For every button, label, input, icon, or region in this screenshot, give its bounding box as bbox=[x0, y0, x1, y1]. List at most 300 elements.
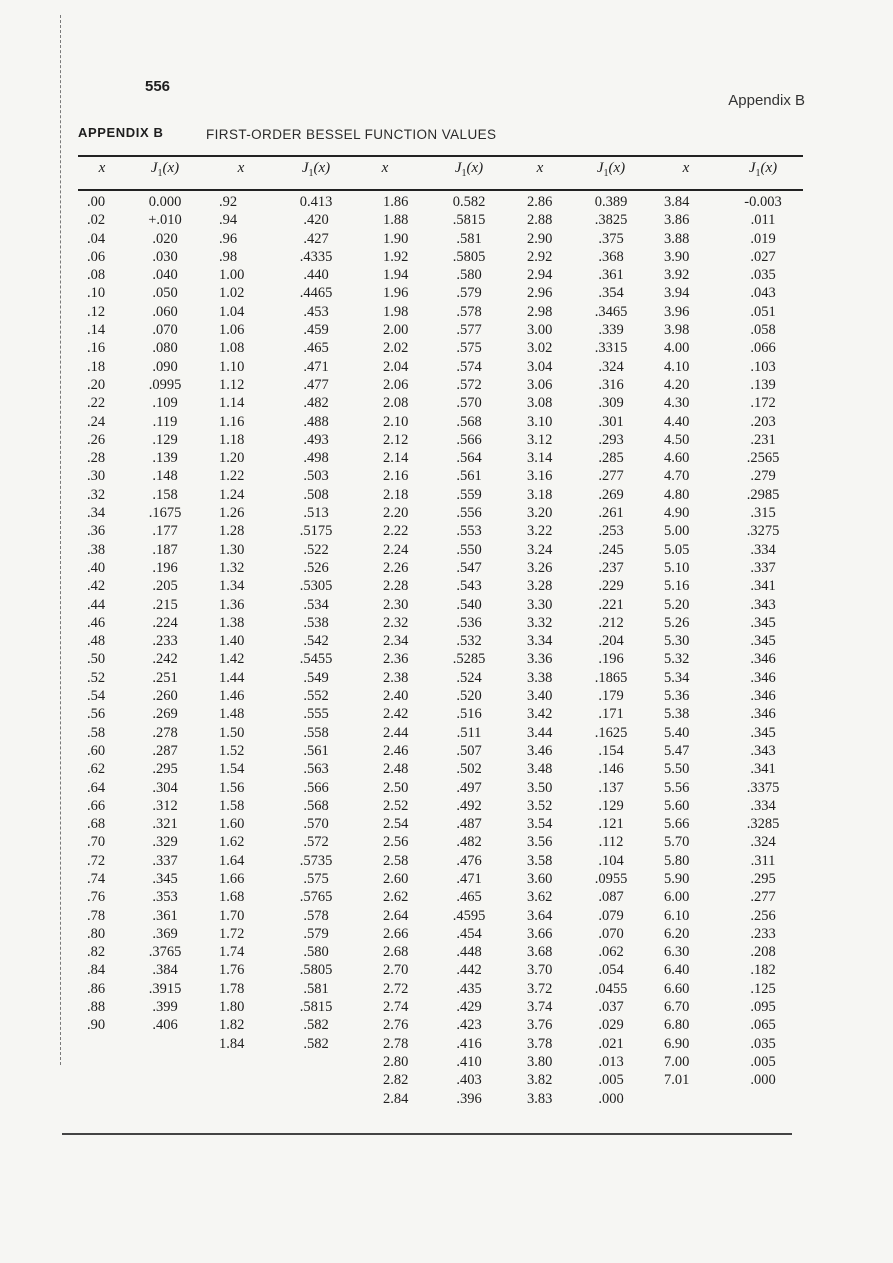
x-value-cell: 5.60 bbox=[664, 797, 690, 814]
x-value-cell: 1.36 bbox=[219, 596, 245, 613]
x-value-cell: 1.16 bbox=[219, 413, 245, 430]
x-value-cell: 3.30 bbox=[527, 596, 553, 613]
x-value-cell: .12 bbox=[87, 303, 106, 320]
x-value-cell: 1.84 bbox=[219, 1035, 245, 1052]
x-value-cell: 1.24 bbox=[219, 486, 245, 503]
j1-value-cell: .171 bbox=[598, 706, 624, 723]
x-value-cell: 3.04 bbox=[527, 358, 553, 375]
j1-value-cell: .3765 bbox=[148, 944, 182, 961]
j1-value-cell: .054 bbox=[598, 962, 624, 979]
x-value-cell: 1.72 bbox=[219, 925, 245, 942]
x-value-cell: 3.86 bbox=[664, 212, 690, 229]
x-value-cell: .16 bbox=[87, 340, 106, 357]
j1-value-cell: .146 bbox=[598, 761, 624, 778]
j1-value-cell: .109 bbox=[152, 395, 178, 412]
x-value-cell: 3.64 bbox=[527, 907, 553, 924]
x-value-cell: 1.18 bbox=[219, 431, 245, 448]
x-value-cell: 1.06 bbox=[219, 322, 245, 339]
j1-value-cell: .050 bbox=[152, 285, 178, 302]
x-value-cell: 2.90 bbox=[527, 230, 553, 247]
x-value-cell: 4.40 bbox=[664, 413, 690, 430]
j1-value-cell: .578 bbox=[456, 303, 482, 320]
j1-value-cell: .060 bbox=[152, 303, 178, 320]
x-value-cell: 4.50 bbox=[664, 431, 690, 448]
j1-value-cell: .549 bbox=[303, 669, 329, 686]
x-value-cell: 2.22 bbox=[383, 523, 409, 540]
x-value-cell: 5.30 bbox=[664, 633, 690, 650]
j1-value-cell: .087 bbox=[598, 889, 624, 906]
x-value-cell: .48 bbox=[87, 633, 106, 650]
j1-value-cell: .287 bbox=[152, 742, 178, 759]
j1-value-cell: 0.413 bbox=[299, 194, 333, 210]
j1-value-cell: .005 bbox=[598, 1072, 624, 1089]
j1-value-cell: .070 bbox=[598, 925, 624, 942]
j1-value-cell: .079 bbox=[598, 907, 624, 924]
j1-value-cell: .119 bbox=[152, 413, 178, 430]
j1-value-cell: .196 bbox=[152, 559, 178, 576]
x-value-cell: 3.58 bbox=[527, 852, 553, 869]
j1-value-cell: .406 bbox=[152, 1017, 178, 1034]
j1-value-cell: .179 bbox=[598, 688, 624, 705]
x-value-cell: 1.38 bbox=[219, 614, 245, 631]
j1-value-cell: .498 bbox=[303, 450, 329, 467]
x-value-cell: 2.50 bbox=[383, 779, 409, 796]
x-column-5 bbox=[664, 193, 689, 1090]
j1-value-cell: .5765 bbox=[299, 889, 333, 906]
j1-value-cell: .037 bbox=[598, 999, 624, 1016]
j1-value-cell: .324 bbox=[750, 834, 776, 851]
j1-value-cell: .369 bbox=[152, 925, 178, 942]
j1-value-cell: .482 bbox=[303, 395, 329, 412]
x-value-cell: 2.70 bbox=[383, 962, 409, 979]
j1-value-cell: .465 bbox=[303, 340, 329, 357]
x-value-cell: 3.36 bbox=[527, 651, 553, 668]
header-j1-2: $J_1(x)$ bbox=[301, 160, 331, 179]
j1-value-cell: .476 bbox=[456, 852, 482, 869]
x-value-cell: 3.10 bbox=[527, 413, 553, 430]
j1-value-cell: .337 bbox=[152, 852, 178, 869]
j1-value-cell: .493 bbox=[303, 431, 329, 448]
header-x-3: x bbox=[381, 160, 389, 176]
x-value-cell: 2.18 bbox=[383, 486, 409, 503]
x-value-cell: .28 bbox=[87, 450, 106, 467]
j1-value-cell: .3315 bbox=[594, 340, 628, 357]
x-value-cell: 6.40 bbox=[664, 962, 690, 979]
x-value-cell: 1.54 bbox=[219, 761, 245, 778]
x-value-cell: .68 bbox=[87, 816, 106, 833]
j1-value-cell: .043 bbox=[750, 285, 776, 302]
j1-value-cell: .4595 bbox=[452, 907, 486, 924]
j1-value-cell: .233 bbox=[750, 925, 776, 942]
j1-value-cell: .251 bbox=[152, 669, 178, 686]
j1-value-cell: .561 bbox=[303, 742, 329, 759]
j1-value-cell: .021 bbox=[598, 1035, 624, 1052]
x-value-cell: .58 bbox=[87, 724, 106, 741]
j1-value-cell: .396 bbox=[456, 1090, 482, 1107]
j1-value-cell: .337 bbox=[750, 559, 776, 576]
x-value-cell: 2.24 bbox=[383, 541, 409, 558]
x-value-cell: .22 bbox=[87, 395, 106, 412]
x-value-cell: .42 bbox=[87, 578, 106, 595]
x-value-cell: 1.10 bbox=[219, 358, 245, 375]
x-value-cell: 2.40 bbox=[383, 688, 409, 705]
x-value-cell: .02 bbox=[87, 212, 106, 229]
j1-value-cell: .5305 bbox=[299, 578, 333, 595]
header-x-1: x bbox=[98, 160, 106, 176]
j1-value-cell: .035 bbox=[750, 267, 776, 284]
x-value-cell: 1.88 bbox=[383, 212, 409, 229]
j1-value-cell: .563 bbox=[303, 761, 329, 778]
x-value-cell: 2.30 bbox=[383, 596, 409, 613]
j1-value-cell: .035 bbox=[750, 1035, 776, 1052]
j1-value-cell: .570 bbox=[456, 395, 482, 412]
j1-value-cell: .278 bbox=[152, 724, 178, 741]
j1-value-cell: .315 bbox=[750, 505, 776, 522]
x-value-cell: 3.82 bbox=[527, 1072, 553, 1089]
j1-value-cell: .261 bbox=[598, 505, 624, 522]
j1-value-cell: .553 bbox=[456, 523, 482, 540]
x-value-cell: .14 bbox=[87, 322, 106, 339]
x-value-cell: 3.14 bbox=[527, 450, 553, 467]
j1-value-cell: .482 bbox=[456, 834, 482, 851]
x-value-cell: 2.78 bbox=[383, 1035, 409, 1052]
j1-value-cell: .513 bbox=[303, 505, 329, 522]
x-value-cell: 3.80 bbox=[527, 1053, 553, 1070]
j1-value-cell: .507 bbox=[456, 742, 482, 759]
j1-value-cell: .158 bbox=[152, 486, 178, 503]
j1-value-cell: .543 bbox=[456, 578, 482, 595]
x-value-cell: 5.32 bbox=[664, 651, 690, 668]
x-value-cell: 1.82 bbox=[219, 1017, 245, 1034]
x-value-cell: 2.48 bbox=[383, 761, 409, 778]
j1-value-cell: .253 bbox=[598, 523, 624, 540]
x-value-cell: 1.44 bbox=[219, 669, 245, 686]
j1-value-cell: .579 bbox=[456, 285, 482, 302]
j1-value-cell: .221 bbox=[598, 596, 624, 613]
j1-value-cell: .324 bbox=[598, 358, 624, 375]
x-value-cell: 3.44 bbox=[527, 724, 553, 741]
x-value-cell: 3.42 bbox=[527, 706, 553, 723]
x-value-cell: 5.40 bbox=[664, 724, 690, 741]
j1-value-cell: .568 bbox=[303, 797, 329, 814]
running-head: Appendix B bbox=[728, 92, 805, 109]
j1-value-cell: .334 bbox=[750, 797, 776, 814]
x-value-cell: 2.62 bbox=[383, 889, 409, 906]
x-value-cell: 2.38 bbox=[383, 669, 409, 686]
j1-value-cell: .027 bbox=[750, 248, 776, 265]
j1-value-cell: .423 bbox=[456, 1017, 482, 1034]
x-value-cell: 3.38 bbox=[527, 669, 553, 686]
x-value-cell: 1.42 bbox=[219, 651, 245, 668]
j1-value-cell: .1675 bbox=[148, 505, 182, 522]
j1-column-4 bbox=[566, 193, 656, 1108]
j1-value-cell: .0455 bbox=[594, 980, 628, 997]
j1-value-cell: .575 bbox=[456, 340, 482, 357]
x-value-cell: 4.00 bbox=[664, 340, 690, 357]
j1-value-cell: .564 bbox=[456, 450, 482, 467]
j1-value-cell: .559 bbox=[456, 486, 482, 503]
j1-value-cell: .316 bbox=[598, 376, 624, 393]
x-value-cell: 3.88 bbox=[664, 230, 690, 247]
x-value-cell: 2.16 bbox=[383, 468, 409, 485]
x-value-cell: 3.96 bbox=[664, 303, 690, 320]
x-value-cell: .18 bbox=[87, 358, 106, 375]
j1-value-cell: .029 bbox=[598, 1017, 624, 1034]
j1-value-cell: .578 bbox=[303, 907, 329, 924]
x-value-cell: 1.66 bbox=[219, 870, 245, 887]
x-value-cell: 3.66 bbox=[527, 925, 553, 942]
x-value-cell: .96 bbox=[219, 230, 238, 247]
x-value-cell: 5.50 bbox=[664, 761, 690, 778]
j1-value-cell: .547 bbox=[456, 559, 482, 576]
x-value-cell: 3.46 bbox=[527, 742, 553, 759]
j1-value-cell: .0955 bbox=[594, 870, 628, 887]
x-value-cell: .04 bbox=[87, 230, 106, 247]
j1-value-cell: .570 bbox=[303, 816, 329, 833]
x-value-cell: 2.54 bbox=[383, 816, 409, 833]
x-value-cell: 3.40 bbox=[527, 688, 553, 705]
x-value-cell: 2.42 bbox=[383, 706, 409, 723]
j1-value-cell: .312 bbox=[152, 797, 178, 814]
j1-value-cell: .062 bbox=[598, 944, 624, 961]
table-bottom-rule bbox=[62, 1133, 792, 1135]
x-value-cell: 3.00 bbox=[527, 322, 553, 339]
j1-value-cell: .5175 bbox=[299, 523, 333, 540]
j1-value-cell: .435 bbox=[456, 980, 482, 997]
j1-value-cell: .492 bbox=[456, 797, 482, 814]
x-value-cell: 4.80 bbox=[664, 486, 690, 503]
x-value-cell: .74 bbox=[87, 870, 106, 887]
x-value-cell: 2.64 bbox=[383, 907, 409, 924]
x-value-cell: 3.24 bbox=[527, 541, 553, 558]
binding-margin-line bbox=[60, 15, 62, 1065]
x-value-cell: 1.30 bbox=[219, 541, 245, 558]
j1-value-cell: .177 bbox=[152, 523, 178, 540]
j1-value-cell: .353 bbox=[152, 889, 178, 906]
x-value-cell: 3.94 bbox=[664, 285, 690, 302]
j1-value-cell: 0.000 bbox=[148, 194, 182, 210]
j1-value-cell: .442 bbox=[456, 962, 482, 979]
j1-value-cell: .293 bbox=[598, 431, 624, 448]
j1-value-cell: .561 bbox=[456, 468, 482, 485]
x-value-cell: 5.38 bbox=[664, 706, 690, 723]
j1-value-cell: .058 bbox=[750, 322, 776, 339]
x-value-cell: .60 bbox=[87, 742, 106, 759]
x-value-cell: 6.00 bbox=[664, 889, 690, 906]
x-value-cell: 5.26 bbox=[664, 614, 690, 631]
x-value-cell: 1.64 bbox=[219, 852, 245, 869]
j1-value-cell: .019 bbox=[750, 230, 776, 247]
j1-value-cell: .343 bbox=[750, 742, 776, 759]
j1-value-cell: .471 bbox=[456, 870, 482, 887]
x-value-cell: 1.28 bbox=[219, 523, 245, 540]
j1-value-cell: .2985 bbox=[746, 486, 780, 503]
x-value-cell: 3.28 bbox=[527, 578, 553, 595]
j1-value-cell: .231 bbox=[750, 431, 776, 448]
j1-value-cell: .277 bbox=[750, 889, 776, 906]
j1-value-cell: .497 bbox=[456, 779, 482, 796]
j1-value-cell: .295 bbox=[750, 870, 776, 887]
j1-value-cell: .345 bbox=[750, 614, 776, 631]
j1-value-cell: .555 bbox=[303, 706, 329, 723]
x-value-cell: 6.90 bbox=[664, 1035, 690, 1052]
j1-value-cell: .520 bbox=[456, 688, 482, 705]
x-value-cell: .20 bbox=[87, 376, 106, 393]
x-value-cell: 4.10 bbox=[664, 358, 690, 375]
x-value-cell: .82 bbox=[87, 944, 106, 961]
x-value-cell: 2.98 bbox=[527, 303, 553, 320]
x-value-cell: 2.74 bbox=[383, 999, 409, 1016]
j1-value-cell: .341 bbox=[750, 761, 776, 778]
x-value-cell: 1.20 bbox=[219, 450, 245, 467]
j1-value-cell: .260 bbox=[152, 688, 178, 705]
j1-value-cell: .242 bbox=[152, 651, 178, 668]
j1-value-cell: .526 bbox=[303, 559, 329, 576]
j1-value-cell: .453 bbox=[303, 303, 329, 320]
j1-value-cell: .4465 bbox=[299, 285, 333, 302]
x-value-cell: 2.14 bbox=[383, 450, 409, 467]
header-x-2: x bbox=[237, 160, 245, 176]
j1-value-cell: .454 bbox=[456, 925, 482, 942]
x-value-cell: 3.83 bbox=[527, 1090, 553, 1107]
j1-value-cell: .229 bbox=[598, 578, 624, 595]
j1-value-cell: .448 bbox=[456, 944, 482, 961]
x-value-cell: 2.60 bbox=[383, 870, 409, 887]
x-value-cell: 1.14 bbox=[219, 395, 245, 412]
j1-value-cell: .566 bbox=[303, 779, 329, 796]
j1-value-cell: .574 bbox=[456, 358, 482, 375]
j1-value-cell: .3825 bbox=[594, 212, 628, 229]
x-value-cell: 2.80 bbox=[383, 1053, 409, 1070]
j1-value-cell: .187 bbox=[152, 541, 178, 558]
j1-value-cell: .345 bbox=[152, 870, 178, 887]
j1-value-cell: .112 bbox=[598, 834, 624, 851]
x-value-cell: 3.06 bbox=[527, 376, 553, 393]
x-value-cell: .66 bbox=[87, 797, 106, 814]
x-value-cell: 1.12 bbox=[219, 376, 245, 393]
j1-value-cell: .148 bbox=[152, 468, 178, 485]
j1-value-cell: .339 bbox=[598, 322, 624, 339]
j1-value-cell: .000 bbox=[750, 1072, 776, 1089]
x-value-cell: .36 bbox=[87, 523, 106, 540]
j1-value-cell: -0.003 bbox=[744, 194, 782, 210]
table-top-rule bbox=[78, 155, 803, 157]
j1-value-cell: .066 bbox=[750, 340, 776, 357]
j1-value-cell: .542 bbox=[303, 633, 329, 650]
j1-value-cell: .354 bbox=[598, 285, 624, 302]
j1-value-cell: .416 bbox=[456, 1035, 482, 1052]
page-number: 556 bbox=[145, 78, 171, 95]
x-value-cell: 3.22 bbox=[527, 523, 553, 540]
x-value-cell: 1.92 bbox=[383, 248, 409, 265]
j1-value-cell: .572 bbox=[456, 376, 482, 393]
j1-value-cell: .346 bbox=[750, 651, 776, 668]
x-value-cell: .86 bbox=[87, 980, 106, 997]
j1-value-cell: .536 bbox=[456, 614, 482, 631]
header-x-5: x bbox=[682, 160, 690, 176]
j1-value-cell: .215 bbox=[152, 596, 178, 613]
j1-value-cell: .070 bbox=[152, 322, 178, 339]
x-value-cell: 3.60 bbox=[527, 870, 553, 887]
j1-value-cell: .205 bbox=[152, 578, 178, 595]
x-value-cell: .72 bbox=[87, 852, 106, 869]
j1-value-cell: .295 bbox=[152, 761, 178, 778]
x-value-cell: 1.48 bbox=[219, 706, 245, 723]
x-value-cell: 5.70 bbox=[664, 834, 690, 851]
x-value-cell: 3.62 bbox=[527, 889, 553, 906]
j1-value-cell: .580 bbox=[456, 267, 482, 284]
j1-value-cell: .212 bbox=[598, 614, 624, 631]
x-value-cell: 3.92 bbox=[664, 267, 690, 284]
x-value-cell: 6.20 bbox=[664, 925, 690, 942]
j1-value-cell: .459 bbox=[303, 322, 329, 339]
x-value-cell: 5.66 bbox=[664, 816, 690, 833]
x-value-cell: .56 bbox=[87, 706, 106, 723]
x-value-cell: 3.26 bbox=[527, 559, 553, 576]
x-value-cell: 2.86 bbox=[527, 194, 553, 210]
x-value-cell: 3.02 bbox=[527, 340, 553, 357]
x-value-cell: 2.08 bbox=[383, 395, 409, 412]
x-value-cell: .34 bbox=[87, 505, 106, 522]
j1-value-cell: .5805 bbox=[299, 962, 333, 979]
x-value-cell: 3.20 bbox=[527, 505, 553, 522]
x-value-cell: 3.48 bbox=[527, 761, 553, 778]
j1-value-cell: .139 bbox=[750, 376, 776, 393]
x-value-cell: 3.74 bbox=[527, 999, 553, 1016]
x-value-cell: 1.22 bbox=[219, 468, 245, 485]
x-value-cell: 3.18 bbox=[527, 486, 553, 503]
x-value-cell: 1.70 bbox=[219, 907, 245, 924]
j1-value-cell: .566 bbox=[456, 431, 482, 448]
j1-value-cell: .321 bbox=[152, 816, 178, 833]
j1-value-cell: .410 bbox=[456, 1053, 482, 1070]
x-value-cell: 2.44 bbox=[383, 724, 409, 741]
j1-value-cell: .1625 bbox=[594, 724, 628, 741]
x-value-cell: 1.40 bbox=[219, 633, 245, 650]
x-value-cell: 5.00 bbox=[664, 523, 690, 540]
j1-value-cell: .3375 bbox=[746, 779, 780, 796]
j1-value-cell: .581 bbox=[456, 230, 482, 247]
x-value-cell: 2.10 bbox=[383, 413, 409, 430]
j1-value-cell: .341 bbox=[750, 578, 776, 595]
x-value-cell: 3.08 bbox=[527, 395, 553, 412]
x-value-cell: 1.78 bbox=[219, 980, 245, 997]
j1-column-2 bbox=[271, 193, 361, 1053]
j1-value-cell: .429 bbox=[456, 999, 482, 1016]
j1-value-cell: +.010 bbox=[148, 212, 182, 229]
x-value-cell: .62 bbox=[87, 761, 106, 778]
j1-value-cell: .345 bbox=[750, 724, 776, 741]
j1-value-cell: .103 bbox=[750, 358, 776, 375]
j1-value-cell: .172 bbox=[750, 395, 776, 412]
j1-value-cell: .516 bbox=[456, 706, 482, 723]
x-value-cell: 6.60 bbox=[664, 980, 690, 997]
j1-value-cell: .301 bbox=[598, 413, 624, 430]
j1-value-cell: .540 bbox=[456, 596, 482, 613]
x-value-cell: 1.46 bbox=[219, 688, 245, 705]
j1-value-cell: .269 bbox=[598, 486, 624, 503]
j1-value-cell: .580 bbox=[303, 944, 329, 961]
x-value-cell: 2.36 bbox=[383, 651, 409, 668]
x-value-cell: 5.20 bbox=[664, 596, 690, 613]
x-value-cell: .78 bbox=[87, 907, 106, 924]
x-value-cell: 6.70 bbox=[664, 999, 690, 1016]
j1-value-cell: .368 bbox=[598, 248, 624, 265]
x-value-cell: 5.36 bbox=[664, 688, 690, 705]
j1-value-cell: .129 bbox=[598, 797, 624, 814]
x-value-cell: .70 bbox=[87, 834, 106, 851]
j1-value-cell: .345 bbox=[750, 633, 776, 650]
